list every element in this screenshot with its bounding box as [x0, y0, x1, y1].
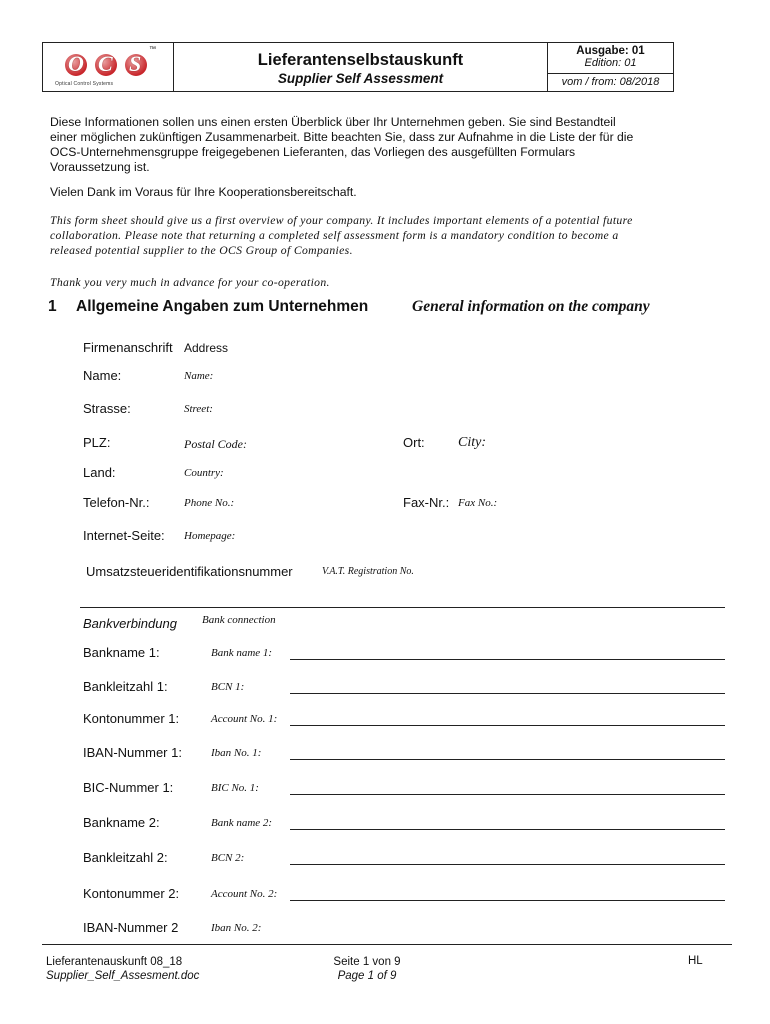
- phone-label: Telefon-Nr.:: [83, 495, 150, 510]
- bank-name-2-field[interactable]: [290, 829, 725, 830]
- country-label: Land:: [83, 465, 116, 480]
- bic-1-hint: BIC No. 1:: [211, 782, 259, 794]
- vat-label: Umsatzsteueridentifikationsnummer: [86, 564, 293, 579]
- edition-cell: [548, 43, 673, 91]
- street-label: Strasse:: [83, 401, 131, 416]
- edition-date: vom / from: 08/2018: [561, 76, 660, 88]
- bank-name-2-label: Bankname 2:: [83, 815, 160, 830]
- iban-2-hint: Iban No. 2:: [211, 922, 262, 934]
- bic-1-field[interactable]: [290, 794, 725, 795]
- bcn-2-label: Bankleitzahl 2:: [83, 850, 168, 865]
- edition-de: Ausgabe: 01: [576, 45, 645, 57]
- footer-file-name: Supplier_Self_Assesment.doc: [46, 970, 200, 982]
- bank-name-1-field[interactable]: [290, 659, 725, 660]
- account-2-label: Kontonummer 2:: [83, 886, 180, 901]
- footer-document-info: [46, 955, 199, 983]
- iban-1-label: IBAN-Nummer 1:: [83, 745, 182, 760]
- homepage-label: Internet-Seite:: [83, 528, 165, 543]
- intro-de-line: Diese Informationen sollen uns einen ersten Überblick über Ihr Unternehmen geben. Sie sind Bestandteil: [50, 115, 616, 129]
- fax-field[interactable]: Fax No.:: [458, 497, 498, 509]
- intro-de-line: OCS-Unternehmensgruppe freigegebenen Lieferanten, das Vorliegen des ausgefüllten Formulars: [50, 145, 576, 159]
- bank-name-1-label: Bankname 1:: [83, 645, 160, 660]
- homepage-field[interactable]: Homepage:: [184, 530, 236, 542]
- bcn-1-hint: BCN 1:: [211, 681, 245, 693]
- footer-initials: HL: [688, 955, 703, 967]
- intro-german-thanks: Vielen Dank im Voraus für Ihre Kooperationsbereitschaft.: [50, 185, 357, 199]
- bank-heading: Bankverbindung: [83, 616, 177, 631]
- country-field[interactable]: Country:: [184, 467, 224, 479]
- postal-code-field[interactable]: Postal Code:: [184, 437, 247, 451]
- bic-1-label: BIC-Nummer 1:: [83, 780, 174, 795]
- title-cell: [174, 43, 548, 91]
- bank-divider: [80, 607, 725, 608]
- intro-de-line: Voraussetzung ist.: [50, 160, 150, 174]
- city-field[interactable]: City:: [458, 435, 486, 450]
- address-heading-en: Address: [184, 341, 229, 355]
- footer-page-number: [312, 955, 422, 983]
- phone-field[interactable]: Phone No.:: [184, 497, 235, 509]
- edition-en: Edition: 01: [584, 57, 637, 69]
- section-number: 1: [48, 298, 57, 315]
- bcn-1-field[interactable]: [290, 693, 725, 694]
- street-field[interactable]: Street:: [184, 403, 213, 415]
- document-subtitle: Supplier Self Assessment: [277, 71, 444, 86]
- footer-doc-name: Lieferantenauskunft 08_18: [46, 956, 183, 968]
- bcn-1-label: Bankleitzahl 1:: [83, 679, 168, 694]
- intro-en-line: This form sheet should give us a first overview of your company. It includes important elements of a potential future: [50, 214, 633, 227]
- account-2-hint: Account No. 2:: [211, 888, 278, 900]
- vat-field[interactable]: V.A.T. Registration No.: [322, 566, 414, 577]
- intro-en-line: collaboration. Please note that returning a completed self assessment form is a mandatory condition to become a: [50, 229, 619, 242]
- footer-page-de: Seite 1 von 9: [333, 956, 401, 968]
- account-2-field[interactable]: [290, 900, 725, 901]
- intro-de-line: einer möglichen zukünftigen Zusammenarbeit. Bitte beachten Sie, dass zur Aufnahme in die Liste der für die: [50, 130, 634, 144]
- name-field[interactable]: Name:: [184, 370, 214, 382]
- intro-english: [50, 213, 677, 258]
- intro-german: [50, 115, 690, 175]
- iban-2-label: IBAN-Nummer 2: [83, 920, 179, 935]
- name-label: Name:: [83, 368, 122, 383]
- postal-code-label: PLZ:: [83, 435, 111, 450]
- account-1-hint: Account No. 1:: [211, 713, 278, 725]
- city-label: Ort:: [403, 435, 425, 450]
- iban-1-field[interactable]: [290, 759, 725, 760]
- account-1-label: Kontonummer 1:: [83, 711, 180, 726]
- logo-cell: O C S ™ Optical Control Systems: [43, 43, 174, 91]
- document-header: [42, 42, 674, 92]
- address-heading: Firmenanschrift: [83, 340, 173, 355]
- bcn-2-hint: BCN 2:: [211, 852, 245, 864]
- bank-name-1-hint: Bank name 1:: [211, 647, 273, 659]
- bank-name-2-hint: Bank name 2:: [211, 817, 273, 829]
- fax-label: Fax-Nr.:: [403, 495, 450, 510]
- bcn-2-field[interactable]: [290, 864, 725, 865]
- footer-page-en: Page 1 of 9: [337, 970, 397, 982]
- footer-divider: [42, 944, 732, 945]
- section-title: Allgemeine Angaben zum Unternehmen: [76, 298, 369, 315]
- iban-1-hint: Iban No. 1:: [211, 747, 262, 759]
- bank-heading-en: Bank connection: [202, 614, 276, 626]
- intro-english-thanks: Thank you very much in advance for your co-operation.: [50, 276, 330, 289]
- intro-en-line: released potential supplier to the OCS Group of Companies.: [50, 244, 353, 257]
- document-title: Lieferantenselbstauskunft: [257, 51, 464, 69]
- section-title-en: General information on the company: [412, 298, 650, 315]
- account-1-field[interactable]: [290, 725, 725, 726]
